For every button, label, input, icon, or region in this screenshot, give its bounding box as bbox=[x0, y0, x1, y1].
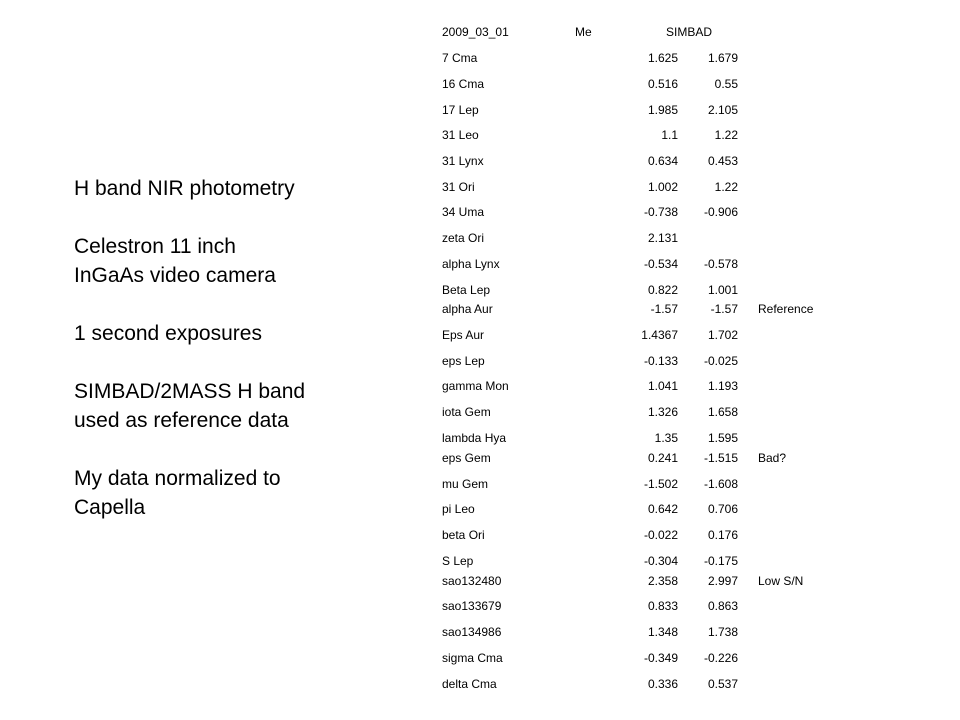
star-name: Beta Lep bbox=[442, 283, 491, 297]
star-name: 31 Leo bbox=[442, 128, 479, 142]
star-name: mu Gem bbox=[442, 477, 489, 491]
note-line: SIMBAD/2MASS H band bbox=[74, 380, 306, 403]
simbad-value: -0.906 bbox=[703, 205, 738, 219]
star-name: beta Ori bbox=[442, 528, 485, 542]
me-value: -0.133 bbox=[643, 354, 678, 368]
me-value: 0.822 bbox=[647, 283, 678, 297]
note-line: 1 second exposures bbox=[74, 322, 262, 345]
simbad-value: 0.706 bbox=[707, 502, 738, 516]
star-name: alpha Aur bbox=[442, 302, 493, 316]
note-line: Celestron 11 inch bbox=[74, 235, 236, 258]
me-value: 0.634 bbox=[647, 154, 678, 168]
simbad-value: 0.863 bbox=[707, 599, 738, 613]
row-note: Reference bbox=[758, 302, 814, 316]
simbad-value: 1.22 bbox=[714, 128, 738, 142]
simbad-value: -0.025 bbox=[703, 354, 738, 368]
me-value: -0.304 bbox=[643, 554, 678, 568]
note-line: My data normalized to bbox=[74, 467, 281, 490]
me-value: 0.336 bbox=[647, 677, 678, 691]
header-date: 2009_03_01 bbox=[442, 25, 509, 39]
me-value: 2.131 bbox=[647, 231, 678, 245]
me-value: -1.57 bbox=[650, 302, 678, 316]
simbad-value: -1.608 bbox=[703, 477, 738, 491]
me-value: -0.534 bbox=[643, 257, 678, 271]
simbad-value: 1.001 bbox=[707, 283, 738, 297]
note-line: Capella bbox=[74, 496, 146, 519]
simbad-value: 1.193 bbox=[707, 379, 738, 393]
me-value: 1.348 bbox=[647, 625, 678, 639]
note-line: InGaAs video camera bbox=[74, 264, 276, 287]
note-paragraph bbox=[74, 232, 404, 290]
star-name: sao132480 bbox=[442, 574, 502, 588]
simbad-value: 1.738 bbox=[707, 625, 738, 639]
star-name: eps Gem bbox=[442, 451, 491, 465]
me-value: 0.642 bbox=[647, 502, 678, 516]
me-value: 0.241 bbox=[647, 451, 678, 465]
me-value: 0.833 bbox=[647, 599, 678, 613]
me-value: 2.358 bbox=[647, 574, 678, 588]
star-name: sao134986 bbox=[442, 625, 502, 639]
simbad-value: 0.453 bbox=[707, 154, 738, 168]
me-value: 1.4367 bbox=[641, 328, 678, 342]
note-line: H band NIR photometry bbox=[74, 177, 295, 200]
star-name: alpha Lynx bbox=[442, 257, 500, 271]
me-value: 1.041 bbox=[647, 379, 678, 393]
me-value: 1.326 bbox=[647, 405, 678, 419]
note-paragraph bbox=[74, 174, 404, 203]
me-value: 1.625 bbox=[647, 51, 678, 65]
star-name: iota Gem bbox=[442, 405, 491, 419]
me-value: -0.349 bbox=[643, 651, 678, 665]
simbad-value: 0.176 bbox=[707, 528, 738, 542]
star-name: eps Lep bbox=[442, 354, 485, 368]
star-name: pi Leo bbox=[442, 502, 475, 516]
simbad-value: 1.658 bbox=[707, 405, 738, 419]
star-name: 7 Cma bbox=[442, 51, 478, 65]
me-value: -0.022 bbox=[643, 528, 678, 542]
me-value: 1.002 bbox=[647, 180, 678, 194]
simbad-value: 1.22 bbox=[714, 180, 738, 194]
me-value: -0.738 bbox=[643, 205, 678, 219]
star-name: sigma Cma bbox=[442, 651, 503, 665]
header-simbad: SIMBAD bbox=[666, 25, 713, 39]
header-me: Me bbox=[575, 25, 592, 39]
star-name: gamma Mon bbox=[442, 379, 509, 393]
simbad-value: 1.595 bbox=[707, 431, 738, 445]
row-note: Low S/N bbox=[758, 574, 804, 588]
star-name: 31 Lynx bbox=[442, 154, 484, 168]
simbad-value: 1.702 bbox=[707, 328, 738, 342]
note-paragraph bbox=[74, 319, 404, 348]
note-paragraph bbox=[74, 377, 404, 435]
row-note: Bad? bbox=[758, 451, 787, 465]
me-value: 1.985 bbox=[647, 103, 678, 117]
simbad-value: -1.515 bbox=[703, 451, 738, 465]
me-value: 1.1 bbox=[661, 128, 678, 142]
star-name: Eps Aur bbox=[442, 328, 485, 342]
notes-panel bbox=[74, 174, 404, 551]
star-name: lambda Hya bbox=[442, 431, 507, 445]
star-name: S Lep bbox=[442, 554, 474, 568]
star-name: sao133679 bbox=[442, 599, 502, 613]
star-name: 17 Lep bbox=[442, 103, 479, 117]
note-line: used as reference data bbox=[74, 409, 289, 432]
star-name: 16 Cma bbox=[442, 77, 485, 91]
simbad-value: 0.537 bbox=[707, 677, 738, 691]
photometry-table bbox=[442, 0, 882, 720]
simbad-value: -0.226 bbox=[703, 651, 738, 665]
star-name: zeta Ori bbox=[442, 231, 485, 245]
simbad-value: 2.997 bbox=[707, 574, 738, 588]
simbad-value: -0.175 bbox=[703, 554, 738, 568]
me-value: -1.502 bbox=[643, 477, 678, 491]
simbad-value: 0.55 bbox=[714, 77, 738, 91]
me-value: 1.35 bbox=[654, 431, 678, 445]
simbad-value: -1.57 bbox=[710, 302, 738, 316]
simbad-value: -0.578 bbox=[703, 257, 738, 271]
me-value: 0.516 bbox=[647, 77, 678, 91]
simbad-value: 1.679 bbox=[707, 51, 738, 65]
star-name: delta Cma bbox=[442, 677, 497, 691]
note-paragraph bbox=[74, 464, 404, 522]
star-name: 34 Uma bbox=[442, 205, 485, 219]
star-name: 31 Ori bbox=[442, 180, 475, 194]
simbad-value: 2.105 bbox=[707, 103, 738, 117]
